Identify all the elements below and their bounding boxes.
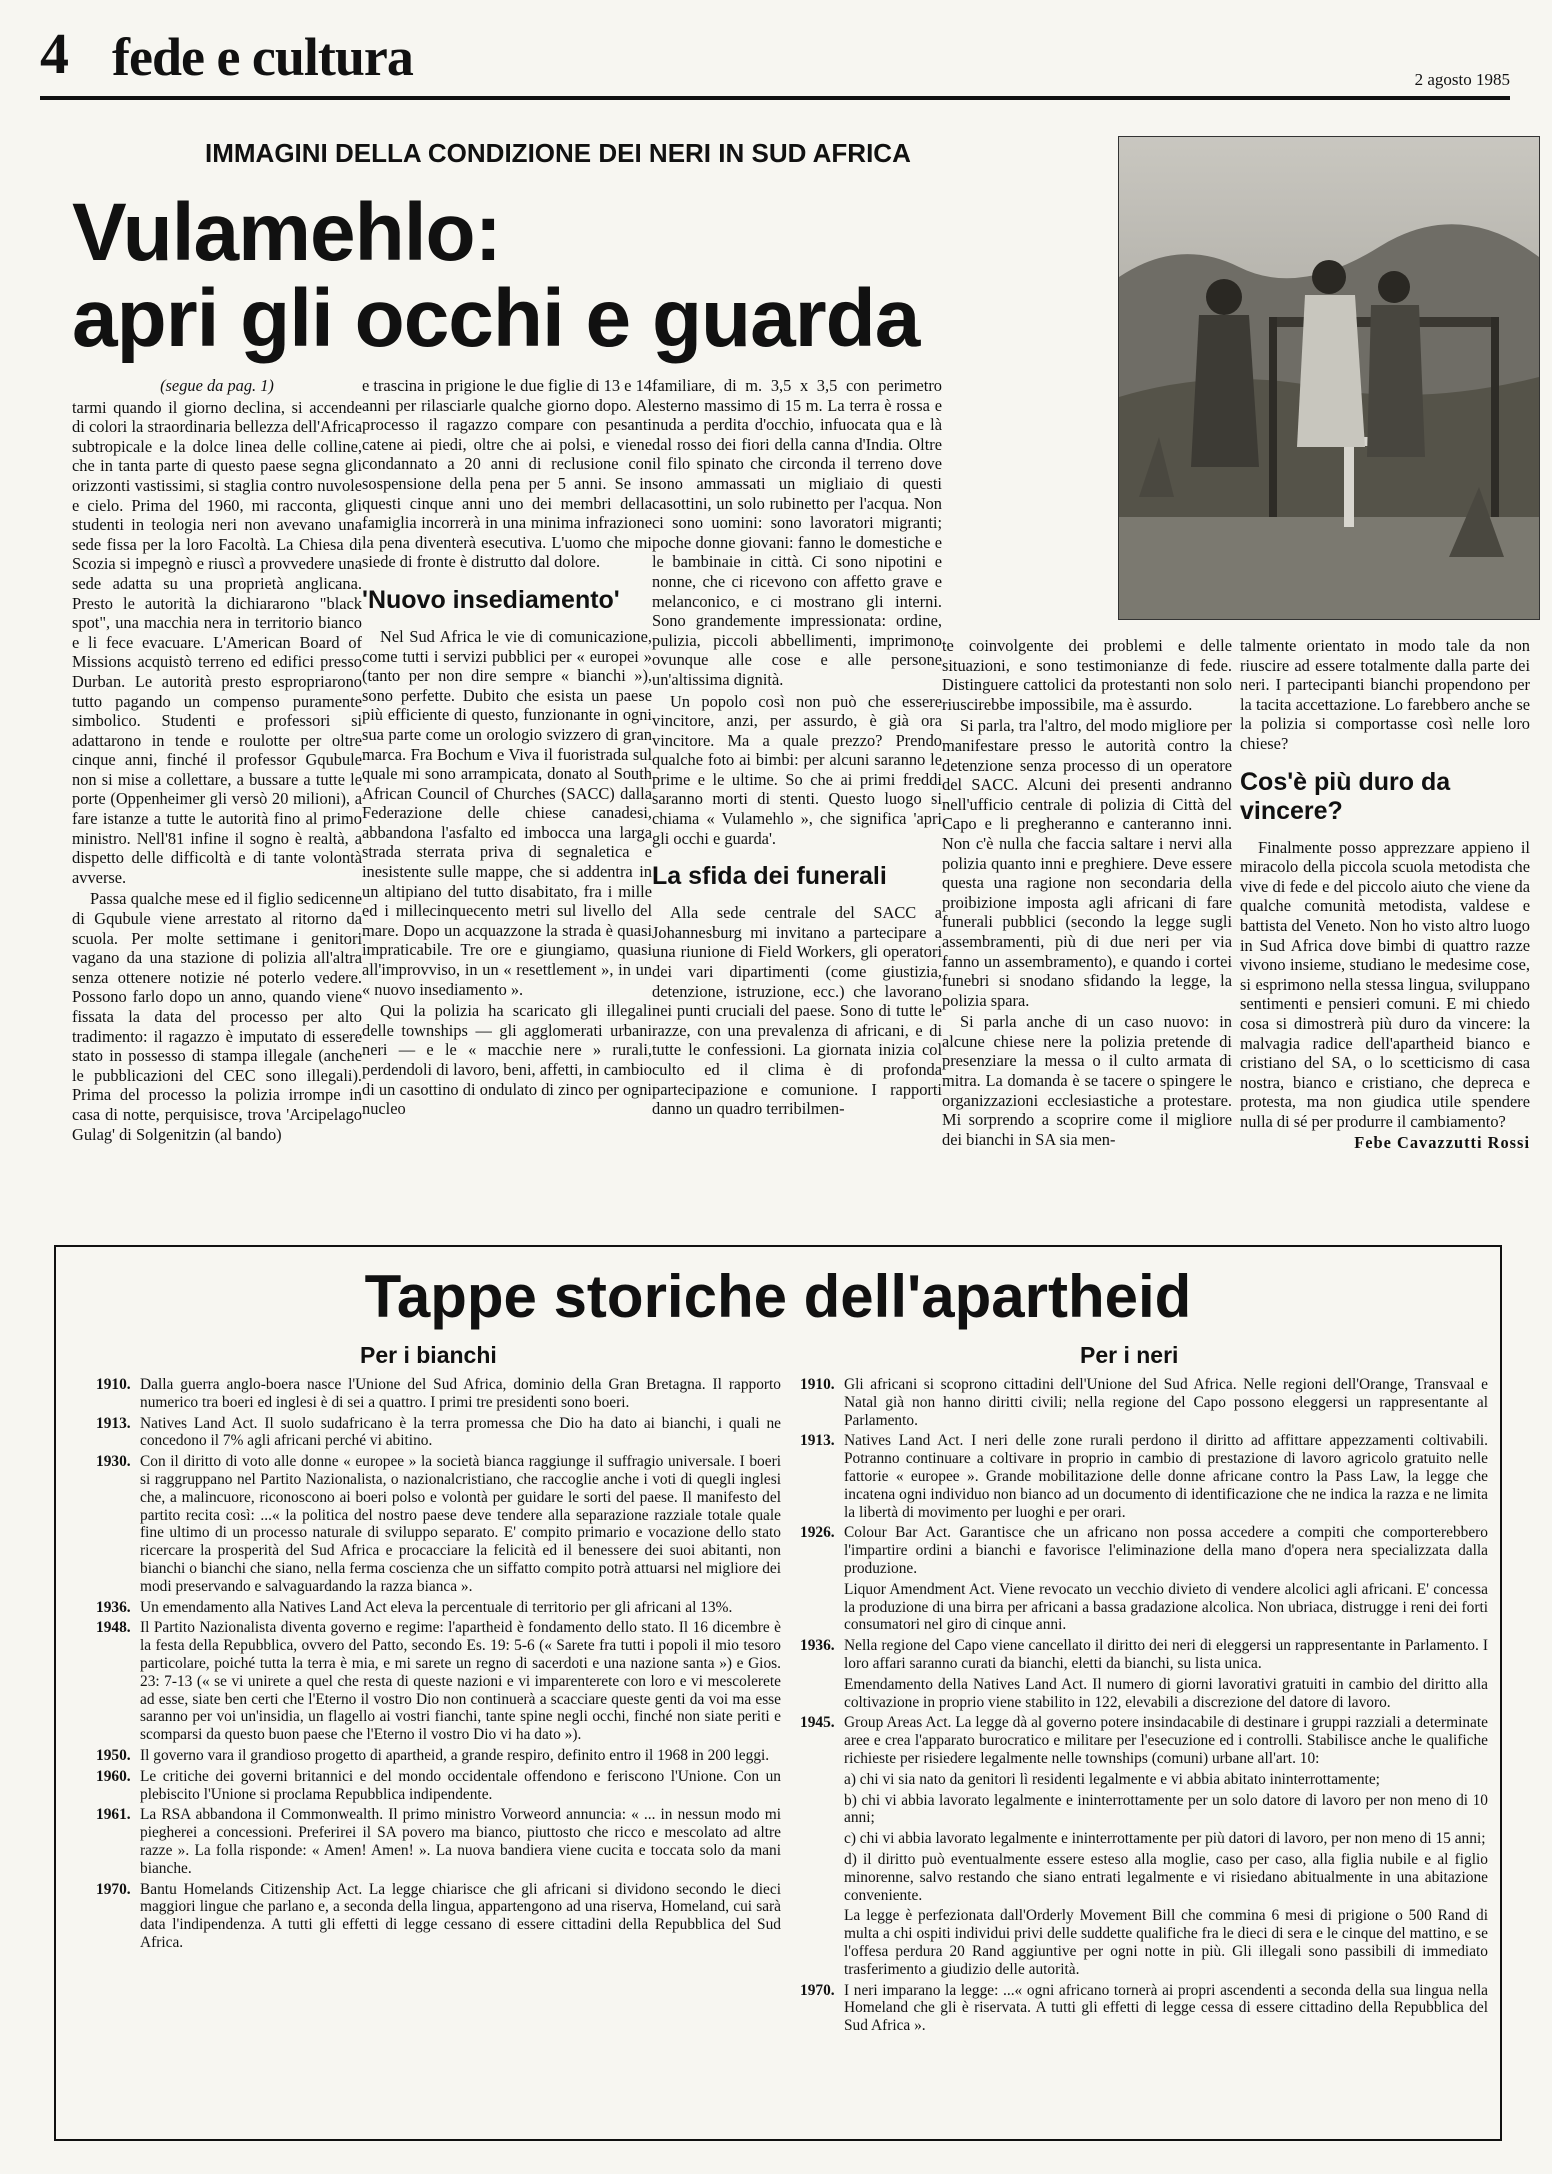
continued-note: (segue da pag. 1) (160, 376, 274, 395)
timeline-blacks-list (800, 1376, 1488, 2038)
paragraph: Alla sede centrale del SACC a Johannesburg mi invitano a partecipare a una riunione di Field Workers, gli operatori dei vari dipartimenti (come giustizia, detenzione, istruzione, ecc.) che lavorano nei punti cruciali del paese. Sono di tutte le razze, con una prevalenza di africani, e di tutte le confessioni. La giornata inizia col culto ed il clima è di profonda partecipazione e comunione. I rapporti danno un quadro terribilmen- (652, 903, 942, 1119)
subheading-piu-duro: Cos'è più duro da vincere? (1240, 767, 1451, 825)
entry-year: 1936. (800, 1637, 835, 1655)
article-column-3 (652, 376, 942, 1121)
headline-line-1: Vulamehlo: (72, 187, 501, 278)
timeline-entry (800, 1637, 1488, 1673)
paragraph: Passa qualche mese ed il figlio sedicenne di Gqubule viene arrestato al ritorno da scuola. Per molte settimane i genitori vagano da una stazione di polizia all'altra senza ottenere notizie né poterlo vedere. Possono farlo dopo un anno, quando viene fissata la data del processo per alto tradimento: il ragazzo è imputato di essere stato in possesso di stampa illegale (anche le pubblicazioni del CEC sono illegali). Prima del processo la polizia irrompe in casa di notte, perquisisce, trova 'Arcipelago Gulag' di Solgenitzin (al bando) (72, 889, 362, 1144)
entry-text: Gli africani si scoprono cittadini dell'Unione del Sud Africa. Nelle regioni dell'Orange, Transvaal e Natal già non hanno diritti civili; nella regione del Capo possono eleggersi un rappresentante al Parlamento. (844, 1376, 1488, 1429)
article-photo (1118, 136, 1540, 620)
entry-text: Le critiche dei governi britannici e del mondo occidentale offendono e feriscono l'Unione. Con un plebiscito l'Unione si proclama Repubblica indipendente. (140, 1767, 781, 1803)
article-column-4 (942, 636, 1232, 1151)
entry-year: 1910. (96, 1376, 131, 1393)
entry-text: Dalla guerra anglo-boera nasce l'Unione del Sud Africa, dominio della Gran Bretagna. Il rapporto numerico tra boeri ed inglesi è di sei a quattro. I primi tre presidenti sono boeri. (140, 1376, 781, 1411)
timeline-whites-list (96, 1376, 781, 1955)
timeline-entry (96, 1376, 781, 1412)
article-column-1 (72, 376, 362, 1146)
entry-continuation: La legge è perfezionata dall'Orderly Movement Bill che commina 6 mesi di prigione o 500 Rand di multa a chi ospiti individui privi delle suddette qualifiche fra le dieci di sera e le cinque del mattino, e se l'offesa perdura 20 Rand aggiuntive per ogni notte in più. Gli illegali sono passibili di immediato trasferimento a giudizio delle autorità. (844, 1907, 1488, 1978)
entry-text: Colour Bar Act. Garantisce che un africano non possa accedere a compiti che comporterebbero l'impartire ordini a bianchi e favorisce l'eliminazione della mano d'opera nera specializzata dalla produzione. (844, 1524, 1488, 1577)
entry-text: Bantu Homelands Citizenship Act. La legge chiarisce che gli africani si dividono secondo le dieci maggiori lingue che parlano e, a seconda della lingua, appartengono ad una riserva, Homeland, cui sarà data l'indipendenza. A tutti gli effetti di legge cessano di essere cittadini della Repubblica del Sud Africa. (140, 1880, 781, 1951)
entry-year: 1913. (96, 1414, 131, 1432)
entry-year: 1961. (96, 1806, 131, 1824)
paragraph: talmente orientato in modo tale da non riuscire ad essere totalmente dalla parte dei neri. I partecipanti bianchi propendono per la tacita accettazione. Lo farebbero anche se la polizia si comportasse così nelle loro chiese? (1240, 636, 1530, 753)
article-headline (72, 187, 952, 364)
entry-year: 1910. (800, 1376, 835, 1393)
author-signature: Febe Cavazzutti Rossi (1354, 1133, 1530, 1153)
entry-continuation: Liquor Amendment Act. Viene revocato un vecchio divieto di vendere alcolici agli africani. E' concessa la produzione di una birra per africani a bassa gradazione alcolica. Non ubriaca, distrugge i reni dei forti consumatori nel giro di cinque anni. (844, 1580, 1488, 1634)
entry-year: 1970. (800, 1981, 835, 1999)
article-column-2 (362, 376, 652, 1121)
timeline-entry (96, 1806, 781, 1877)
entry-year: 1913. (800, 1432, 835, 1450)
timeline-entry (800, 1432, 1488, 1521)
paragraph: Si parla anche di un caso nuovo: in alcune chiese nere la polizia pretende di presenziare la messa o il culto armata di mitra. La domanda è se tacere o spingere le organizzazioni ecclesiastiche a protestare. Mi sorprendo a scoprire come il migliore dei bianchi in SA sia men- (942, 1012, 1232, 1149)
timeline-title: Tappe storiche dell'apartheid (364, 1263, 1192, 1330)
timeline-blacks-heading: Per i neri (1080, 1342, 1179, 1368)
timeline-entry (800, 1714, 1488, 1767)
section-title: fede e cultura (112, 27, 413, 87)
paragraph: e trascina in prigione le due figlie di 13 e 14 anni per rilasciarle qualche giorno dopo. Al processo il ragazzo compare con pesanti catene ai piedi, oltre che ai polsi, e viene condannato a 20 anni di reclusione con sospensione della pena per 5 anni. Se in questi cinque anni uno dei membri della famiglia incorrerà in una minima infrazione la pena diventerà esecutiva. L'uomo che mi siede di fronte è distrutto dal dolore. (362, 376, 652, 572)
subheading-nuovo-insediamento: 'Nuovo insediamento' (362, 585, 620, 614)
headline-line-2: apri gli occhi e guarda (72, 273, 920, 364)
paragraph: Qui la polizia ha scaricato gli illegali delle townships — gli agglomerati urbani neri — e le « macchie nere » rurali, perdendoli di lavoro, beni, affetti, in cambio di un casottino di ondulato di zinco per ogni nucleo (362, 1001, 652, 1119)
entry-text: Nella regione del Capo viene cancellato il diritto dei neri di eleggersi un rappresentante in Parlamento. I loro affari saranno curati da bianchi, eletti da bianchi, su lista unica. (844, 1637, 1488, 1672)
article-column-5 (1240, 636, 1530, 1155)
entry-year: 1970. (96, 1880, 131, 1898)
entry-continuation: Emendamento della Natives Land Act. Il numero di giorni lavorativi gratuiti in cambio del diritto alla coltivazione in proprio viene stabilito in 122, elevabili a discrezione del datore di lavoro. (844, 1675, 1488, 1711)
entry-text: Il Partito Nazionalista diventa governo e regime: l'apartheid è fondamento dello stato. Il 16 dicembre è la festa della Repubblica, ovvero del Patto, secondo Es. 19: 5-6 (« Sarete fra tutti i popoli il mio tesoro particolare, poiché tutta la terra è mia, e mi sarete un regno di sacerdoti e una nazione santa ») e Gios. 23: 7-13 (« se vi unirete a quel che resta di queste nazioni e vi imparenterete con loro e vi mescolerete ad esse, siate ben certi che l'Eterno il vostro Dio non continuerà a scacciare queste genti da voi ma esse saranno per voi un'insidia, un flagello ai vostri fianchi, tante spine negli occhi, finché non siate periti e scomparsi da questo buon paese che l'Eterno il vostro Dio vi ha dato »). (140, 1619, 781, 1744)
timeline-entry (96, 1619, 781, 1744)
entry-year: 1950. (96, 1746, 131, 1764)
entry-year: 1930. (96, 1453, 131, 1471)
page-number: 4 (40, 21, 69, 86)
entry-text: Natives Land Act. I neri delle zone rurali perdono il diritto ad affittare appezzamenti coltivabili. Potranno continuare a coltivare in proprio in cambio di prestazione di lavoro agricolo gratuito nelle fattorie « europee ». Grande mobilitazione delle donne africane contro la Pass Law, la legge che incatena ogni individuo non bianco ad un documento di identificazione che ne indica la razza e ne limita la libertà di movimento per luoghi e per orari. (844, 1432, 1488, 1521)
timeline-entry (800, 1524, 1488, 1577)
article-kicker: IMMAGINI DELLA CONDIZIONE DEI NERI IN SUD AFRICA (205, 138, 911, 168)
entry-list-item: c) chi vi abbia lavorato legalmente e ininterrottamente per più datori di lavoro, per non meno di 15 anni; (844, 1830, 1486, 1848)
timeline-whites-heading: Per i bianchi (360, 1342, 497, 1368)
subheading-sfida-funerali: La sfida dei funerali (652, 862, 887, 891)
entry-text: Un emendamento alla Natives Land Act eleva la percentuale di territorio per gli africani al 13%. (140, 1598, 733, 1616)
paragraph: Si parla, tra l'altro, del modo migliore per manifestare presso le autorità contro la detenzione senza processo di un operatore del SACC. Alcuni dei presenti andranno nell'ufficio centrale di polizia di Città del Capo e li pregheranno e canteranno inni. Non c'è nulla che faccia saltare i nervi alla polizia quanto inni e preghiere. Deve essere questa una ragione non secondaria della proibizione imposta agli africani di fare funerali pubblici (secondo la legge sugli assembramenti, più di due neri per via fanno un assembramento), e quando i cortei funebri si snodano sfidando la legge, la polizia spara. (942, 716, 1232, 1010)
entry-list-item: a) chi vi sia nato da genitori lì residenti legalmente e vi abbia abitato ininterrottamente; (844, 1770, 1380, 1788)
entry-year: 1960. (96, 1767, 131, 1785)
timeline-entry (96, 1747, 781, 1765)
entry-year: 1926. (800, 1524, 835, 1542)
paragraph: Un popolo così non può che essere vincitore, anzi, per assurdo, è già ora vincitore. Ma a quale prezzo? Prendo qualche foto ai bimbi: per alcuni saranno le prime e le ultime. So che ai primi freddi saranno morti di stenti. Questo luogo si chiama « Vulamehlo », che significa 'apri gli occhi e guarda'. (652, 691, 942, 848)
timeline-entry (96, 1453, 781, 1595)
entry-list-item: b) chi vi abbia lavorato legalmente e ininterrottamente per un solo datore di lavoro per non meno di 10 anni; (844, 1791, 1488, 1827)
paragraph: te coinvolgente dei problemi e delle situazioni, e sono testimonianze di fede. Distinguere cattolici da protestanti non solo riuscirebbe impossibile, ma è assurdo. (942, 636, 1232, 714)
timeline-entry (96, 1768, 781, 1804)
paragraph: familiare, di m. 3,5 x 3,5 con perimetro esterno massimo di 15 m. La terra è rossa e nuda a perdita d'occhio, infuocata qua e là dal rosso dei fiori della canna d'India. Oltre il filo spinato che circonda il terreno dove sono ammassati un migliaio di questi casottini, un solo rubinetto per l'acqua. Non ci sono uomini: sono lavoratori migranti; poche donne giovani: fanno le domestiche e le bambinaie in città. Ci sono nipotini e nonne, che ci ricevono con affetto grave e melanconico, e ci mostrano gli interni. Sono grandemente impressionata: ordine, pulizia, piccoli abbellimenti, imprimono ovunque alle cose e alle persone un'altissima dignità. (652, 376, 942, 689)
masthead (40, 18, 1510, 100)
entry-text: Il governo vara il grandioso progetto di apartheid, a grande respiro, definito entro il 1968 in 200 leggi. (140, 1746, 770, 1764)
timeline-entry (800, 1982, 1488, 2035)
paragraph: Nel Sud Africa le vie di comunicazione, come tutti i servizi pubblici per « europei » (tanto per non dire sempre « bianchi »), sono perfette. Dubito che esista un paese più efficiente di questo, funzionante in ogni sua parte come un orologio svizzero di gran marca. Fra Bochum e Viva il fuoristrada sul quale mi sono arrampicata, donato al South African Council of Churches (SACC) dalla Federazione delle chiese canadesi, abbandona l'asfalto ed imbocca una larga strada sterrata priva di segnaletica e inesistente sulle mappe, che si addentra in un altipiano del tutto disabitato, fra i mille ed i millecinquecento metri sul livello del mare. Dopo un acquazzone la strada è quasi impraticabile. Tre ore e giungiamo, quasi all'improvviso, in un « resettlement », in un « nuovo insediamento ». (362, 626, 652, 999)
timeline-entry (96, 1415, 781, 1451)
paragraph: Finalmente posso apprezzare appieno il miracolo della piccola scuola metodista che vive di fede e del piccolo aiuto che viene da qualche comunità metodista, valdese e battista del Veneto. Non ho visto altro luogo in Sud Africa dove bimbi di quattro razze vivono insieme, studiano le medesime cose, si esprimono nella stessa lingua, sviluppano sentimenti e pensieri comuni. E mi chiedo cosa si dimostrerà più duro da vincere: la malvagia radice dell'apartheid bianco e cristiano del SA, o lo scetticismo di casa nostra, bianco e cristiano, che depreca e protesta, ma non giudica utile spendere nulla di sé per produrre il cambiamento? (1240, 837, 1530, 1131)
issue-date: 2 agosto 1985 (1414, 70, 1510, 89)
timeline-entry (96, 1599, 781, 1617)
photo-image (1119, 137, 1539, 619)
entry-list-item: d) il diritto può eventualmente essere esteso alla moglie, caso per caso, alla figlia nubile e al figlio minorenne, salvo restando che siano entrati legalmente e vi risiedano abitualmente in una abitazione conveniente. (844, 1850, 1488, 1904)
entry-text: Con il diritto di voto alle donne « europee » la società bianca raggiunge il suffragio universale. I boeri si raggruppano nel Partito Nazionalista, o nazionalcristiano, che raccoglie anche i voti di quegli inglesi che, a malincuore, riconoscono ai boeri polso e volontà per guidare le sorti del paese. Il manifesto del partito recita così: ...« la politica del nostro paese deve tendere alla separazione razziale totale quale fine ultimo di un processo naturale di sviluppo separato. E' compito primario e vocazione dello stato ricercare la prosperità del Sud Africa e procacciare la felicità ed il benessere dei suoi abitanti, non bianchi o bianchi che siano, nella ferma coscienza che un siffatto compito potrà attuarsi nel migliore dei modi preservando e salvaguardando la razza bianca ». (140, 1453, 781, 1595)
entry-year: 1948. (96, 1619, 131, 1637)
entry-year: 1945. (800, 1714, 835, 1732)
entry-text: Natives Land Act. Il suolo sudafricano è la terra promessa che Dio ha dato ai bianchi, i quali ne concedono il 7% agli africani perché vi abitino. (140, 1414, 781, 1450)
timeline-entry (96, 1881, 781, 1952)
entry-text: La RSA abbandona il Commonwealth. Il primo ministro Vorweord annuncia: « ... in nessun modo mi piegherei a concessioni. Preferirei il SA povero ma bianco, piuttosto che ricco e mescolato ad altre razze ». La folla risponde: « Amen! Amen! ». La nuova bandiera viene cucita e toccata solo da mani bianche. (140, 1806, 781, 1877)
entry-text: Group Areas Act. La legge dà al governo potere insindacabile di destinare i gruppi razziali a determinate aree e crea l'apparato burocratico e militare per l'esecuzione ed i controlli. Stabilisce anche le qualifiche richieste per risiedere legalmente nelle townships (comuni) urbane all'art. 10: (844, 1714, 1488, 1767)
entry-text: I neri imparano la legge: ...« ogni africano tornerà ai propri ascendenti a seconda della sua lingua nella Homeland che gli è riservata. A tutti gli effetti di legge cessa di essere cittadino della Repubblica del Sud Africa ». (844, 1981, 1488, 2035)
timeline-entry (800, 1376, 1488, 1429)
paragraph: tarmi quando il giorno declina, si accende di colori la straordinaria bellezza dell'Africa subtropicale e la dolce linea delle colline, che in tanta parte di questo paese segna gli orizzonti vastissimi, si staglia contro nuvole e cielo. Prima del 1960, mi racconta, gli studenti in teologia neri non avevano una sede fissa per la loro Facoltà. La Chiesa di Scozia si impegnò e riuscì a provvedere una sede adatta su una proprietà anglicana. Presto le autorità la dichiararono "black spot", una macchia nera in territorio bianco e li fece evacuare. L'American Board of Missions acquistò terreno ed edifici presso Durban. Le autorità presto espropriarono tutto pagando un compenso puramente simbolico. Studenti e professori si adattarono in tende e roulotte per oltre cinque anni, finché il professor Gqubule non si mise a collettare, a bussare a tutte le porte (Oppenheimer gli versò 20 milioni), a fare istanze a tutte le autorità fino al primo ministro. Nell'81 infine il sogno è realtà, a dispetto delle difficoltà e di tante volontà avverse. (72, 397, 362, 887)
entry-year: 1936. (96, 1598, 131, 1616)
